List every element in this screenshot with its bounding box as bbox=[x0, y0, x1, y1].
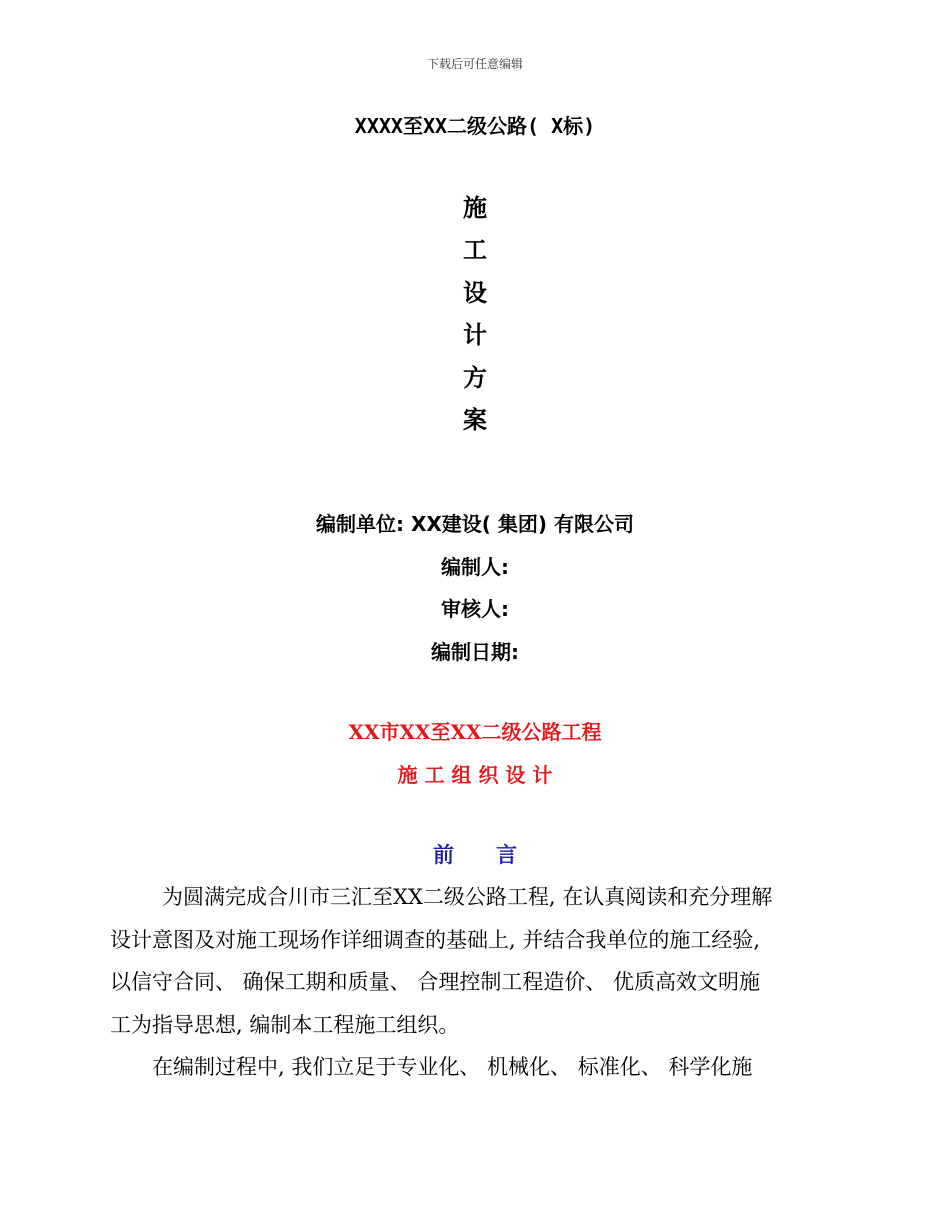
vertical-title-char: 施 bbox=[463, 194, 487, 222]
compiler-unit: 编制单位: XX建设( 集团) 有限公司 bbox=[315, 512, 634, 536]
preface-line: 为圆满完成合川市三汇至XX二级公路工程, 在认真阅读和充分理解 bbox=[162, 885, 773, 909]
vertical-title-char: 案 bbox=[463, 406, 487, 434]
vertical-title-char: 工 bbox=[463, 236, 487, 264]
vertical-title-char: 计 bbox=[463, 321, 487, 349]
project-subtitle: 施 工 组 织 设 计 bbox=[397, 763, 553, 787]
document-title: XXXX至XX二级公路( X标) bbox=[354, 114, 596, 138]
preface-line: 在编制过程中, 我们立足于专业化、 机械化、 标准化、 科学化施 bbox=[152, 1055, 753, 1079]
preface-line: 以信守合同、 确保工期和质量、 合理控制工程造价、 优质高效文明施 bbox=[110, 970, 761, 994]
preface-heading: 前 言 bbox=[433, 843, 517, 867]
preface-line: 工为指导思想, 编制本工程施工组织。 bbox=[110, 1013, 460, 1037]
preface-line: 设计意图及对施工现场作详细调查的基础上, 并结合我单位的施工经验, bbox=[110, 928, 761, 952]
reviewer-name: 审核人: bbox=[441, 597, 509, 621]
compile-date: 编制日期: bbox=[431, 640, 519, 664]
header-note: 下载后可任意编辑 bbox=[426, 57, 523, 71]
compiler-name: 编制人: bbox=[441, 555, 509, 579]
vertical-title-char: 方 bbox=[463, 364, 487, 392]
vertical-title-char: 设 bbox=[463, 279, 487, 307]
project-name: XX市XX至XX二级公路工程 bbox=[348, 720, 602, 744]
